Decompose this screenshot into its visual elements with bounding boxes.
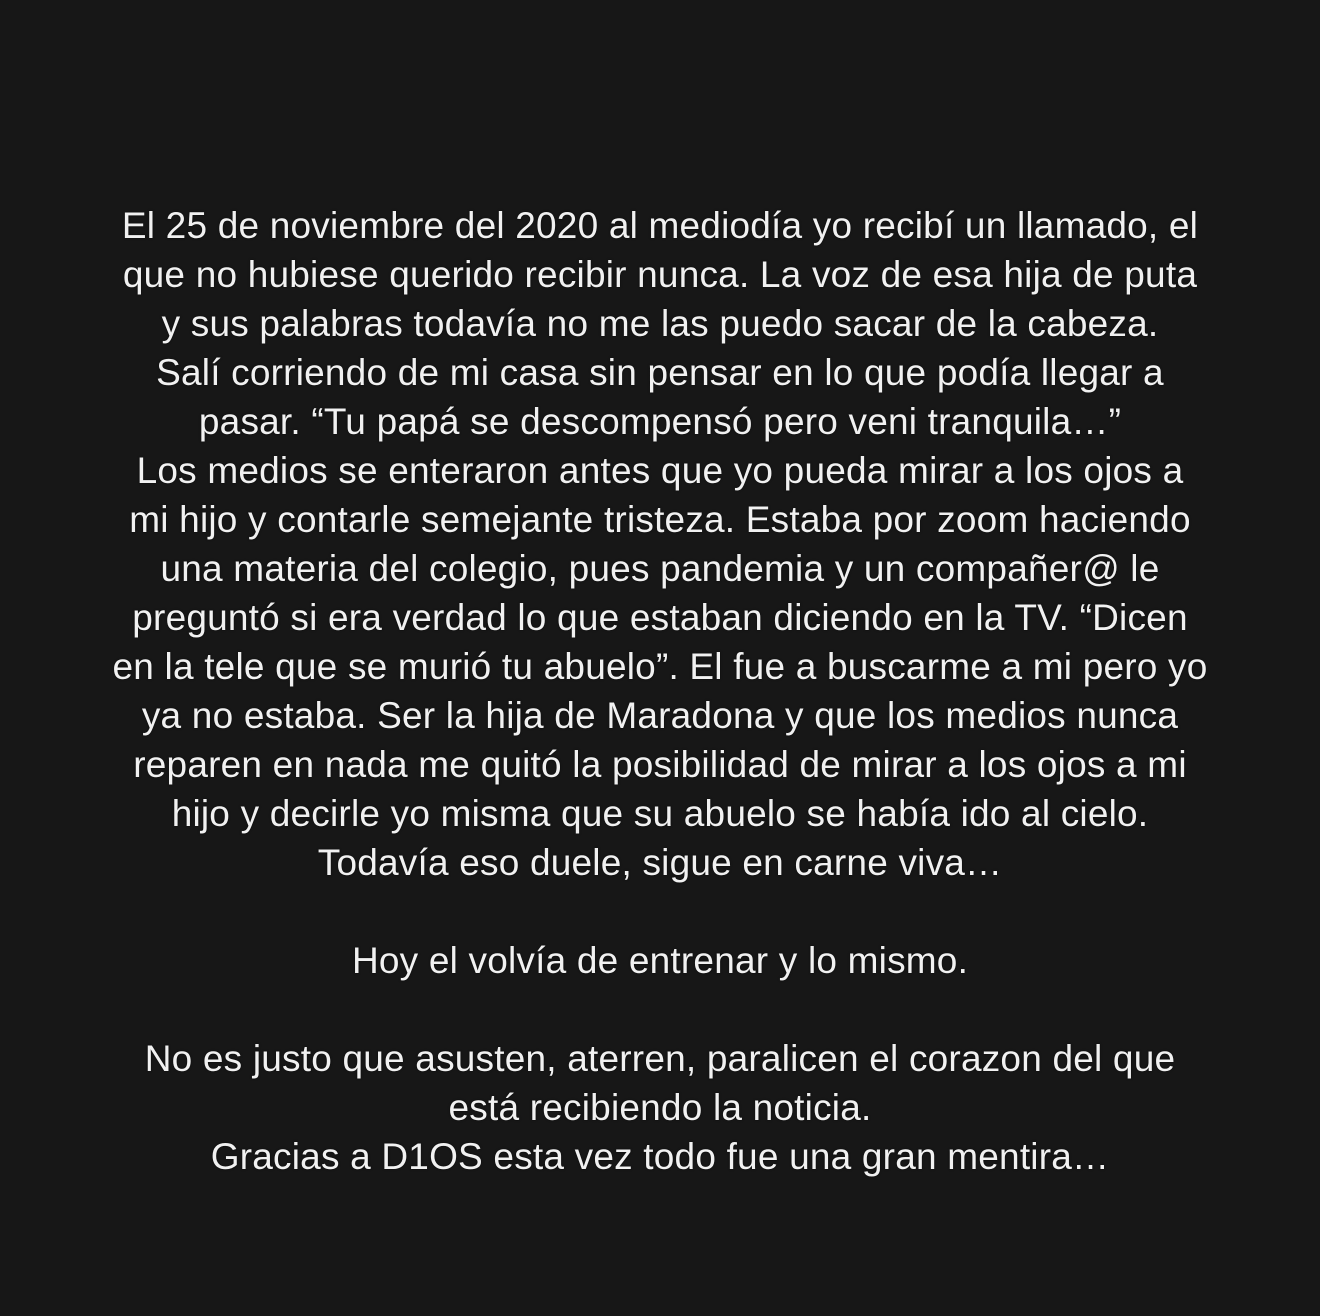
post-line: preguntó si era verdad lo que estaban diciendo en la TV. “Dicen: [132, 597, 1188, 638]
post-line: pasar. “Tu papá se descompensó pero veni tranquila…”: [198, 401, 1122, 442]
post-line: El 25 de noviembre del 2020 al mediodía yo recibí un llamado, el: [121, 205, 1199, 246]
post-line: ya no estaba. Ser la hija de Maradona y que los medios nunca: [141, 695, 1179, 736]
post-line-blank: [20, 887, 1300, 936]
post-line: que no hubiese querido recibir nunca. La voz de esa hija de puta: [122, 254, 1198, 295]
post-line: mi hijo y contarle semejante tristeza. Estaba por zoom haciendo: [129, 499, 1191, 540]
post-line: Salí corriendo de mi casa sin pensar en lo que podía llegar a: [156, 352, 1164, 393]
post-line: Hoy el volvía de entrenar y lo mismo.: [351, 940, 969, 981]
post-line: reparen en nada me quitó la posibilidad de mirar a los ojos a mi: [133, 744, 1187, 785]
post-line: No es justo que asusten, aterren, paralicen el corazon del que: [144, 1038, 1176, 1079]
post-line: Todavía eso duele, sigue en carne viva…: [317, 842, 1003, 883]
post-line: Gracias a D1OS esta vez todo fue una gran mentira…: [210, 1136, 1110, 1177]
post-line: hijo y decirle yo misma que su abuelo se había ido al cielo.: [171, 793, 1149, 834]
post-line: en la tele que se murió tu abuelo”. El fue a buscarme a mi pero yo: [112, 646, 1208, 687]
post-line: está recibiendo la noticia.: [448, 1087, 872, 1128]
post-line-blank: [20, 985, 1300, 1034]
post-line: y sus palabras todavía no me las puedo sacar de la cabeza.: [161, 303, 1159, 344]
post-line: una materia del colegio, pues pandemia y un compañer@ le: [160, 548, 1160, 589]
post-line: Los medios se enteraron antes que yo pueda mirar a los ojos a: [136, 450, 1184, 491]
post-text-block: [0, 201, 1320, 1181]
